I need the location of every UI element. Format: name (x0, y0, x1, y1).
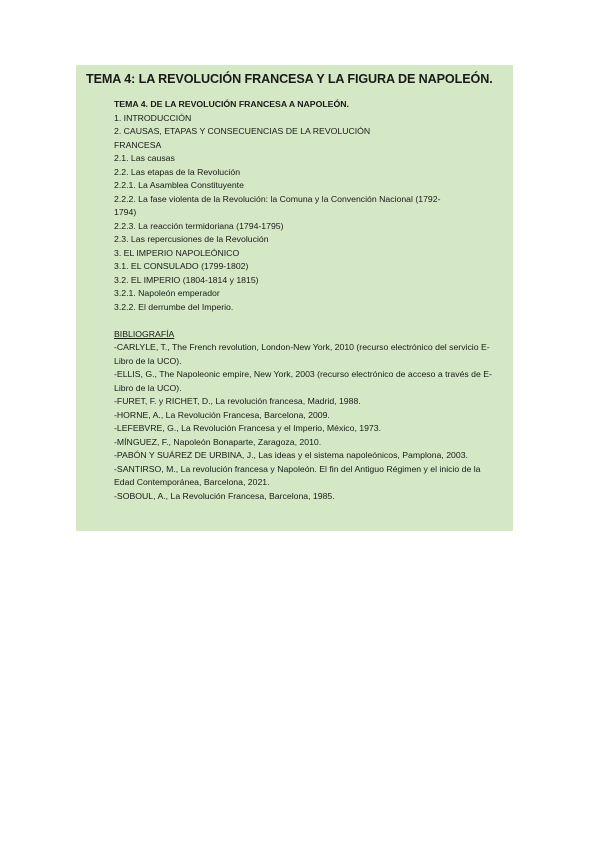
outline-item: 3.2.1. Napoleón emperador (114, 288, 220, 298)
topic-content (114, 98, 496, 503)
topic-box (76, 65, 513, 531)
bibliography-entry: -LEFEBVRE, G., La Revolución Francesa y el Imperio, México, 1973. (114, 423, 382, 433)
section-spacer (114, 314, 496, 328)
outline-item: 2.2.1. La Asamblea Constituyente (114, 180, 244, 190)
bibliography-entry: -FURET, F. y RICHET, D., La revolución francesa, Madrid, 1988. (114, 396, 361, 406)
bibliography-entry: -SANTIRSO, M., La revolución francesa y Napoleón. El fin del Antiguo Régimen y el inicio de la Edad Contemporánea, Barcelona, 2021. (114, 463, 481, 487)
bibliography-heading: BIBLIOGRAFÍA (114, 328, 175, 339)
outline-item: 3. EL IMPERIO NAPOLEÓNICO (114, 247, 240, 258)
bibliography-entry: -ELLIS, G., The Napoleonic empire, New York, 2003 (recurso electrónico de acceso a través de E-Libro de la UCO). (114, 369, 492, 393)
bibliography-entry: -CARLYLE, T., The French revolution, London-New York, 2010 (recurso electrónico del servicio E-Libro de la UCO). (114, 342, 490, 366)
outline-item: 1. INTRODUCCIÓN (114, 112, 192, 123)
bibliography-entry: -SOBOUL, A., La Revolución Francesa, Barcelona, 1985. (114, 490, 335, 501)
topic-subtitle: TEMA 4. DE LA REVOLUCIÓN FRANCESA A NAPOLEÓN. (114, 99, 349, 109)
outline-item: 2.2. Las etapas de la Revolución (114, 166, 241, 177)
outline-item: 3.1. EL CONSULADO (1799-1802) (114, 261, 249, 271)
bibliography-entry: -HORNE, A., La Revolución Francesa, Barcelona, 2009. (114, 409, 330, 420)
outline-item: 3.2. EL IMPERIO (1804-1814 y 1815) (114, 274, 259, 285)
outline-item: 3.2.2. El derrumbe del Imperio. (114, 301, 234, 312)
outline-item: 2.1. Las causas (114, 153, 175, 163)
topic-title: TEMA 4: LA REVOLUCIÓN FRANCESA Y LA FIGURA DE NAPOLEÓN. (86, 72, 493, 86)
outline-item: FRANCESA (114, 139, 162, 150)
bibliography-entry: -MÍNGUEZ, F., Napoleón Bonaparte, Zaragoza, 2010. (114, 436, 322, 447)
outline-item: 2.2.2. La fase violenta de la Revolución: la Comuna y la Convención Nacional (1792- (114, 193, 441, 204)
outline-item: 1794) (114, 207, 137, 217)
bibliography-entry: -PABÓN Y SUÁREZ DE URBINA, J., Las ideas y el sistema napoleónicos, Pamplona, 2003. (114, 450, 468, 460)
outline-item: 2.2.3. La reacción termidoriana (1794-1795) (114, 220, 284, 231)
outline-item: 2. CAUSAS, ETAPAS Y CONSECUENCIAS DE LA REVOLUCIÓN (114, 126, 371, 136)
outline-item: 2.3. Las repercusiones de la Revolución (114, 234, 269, 244)
